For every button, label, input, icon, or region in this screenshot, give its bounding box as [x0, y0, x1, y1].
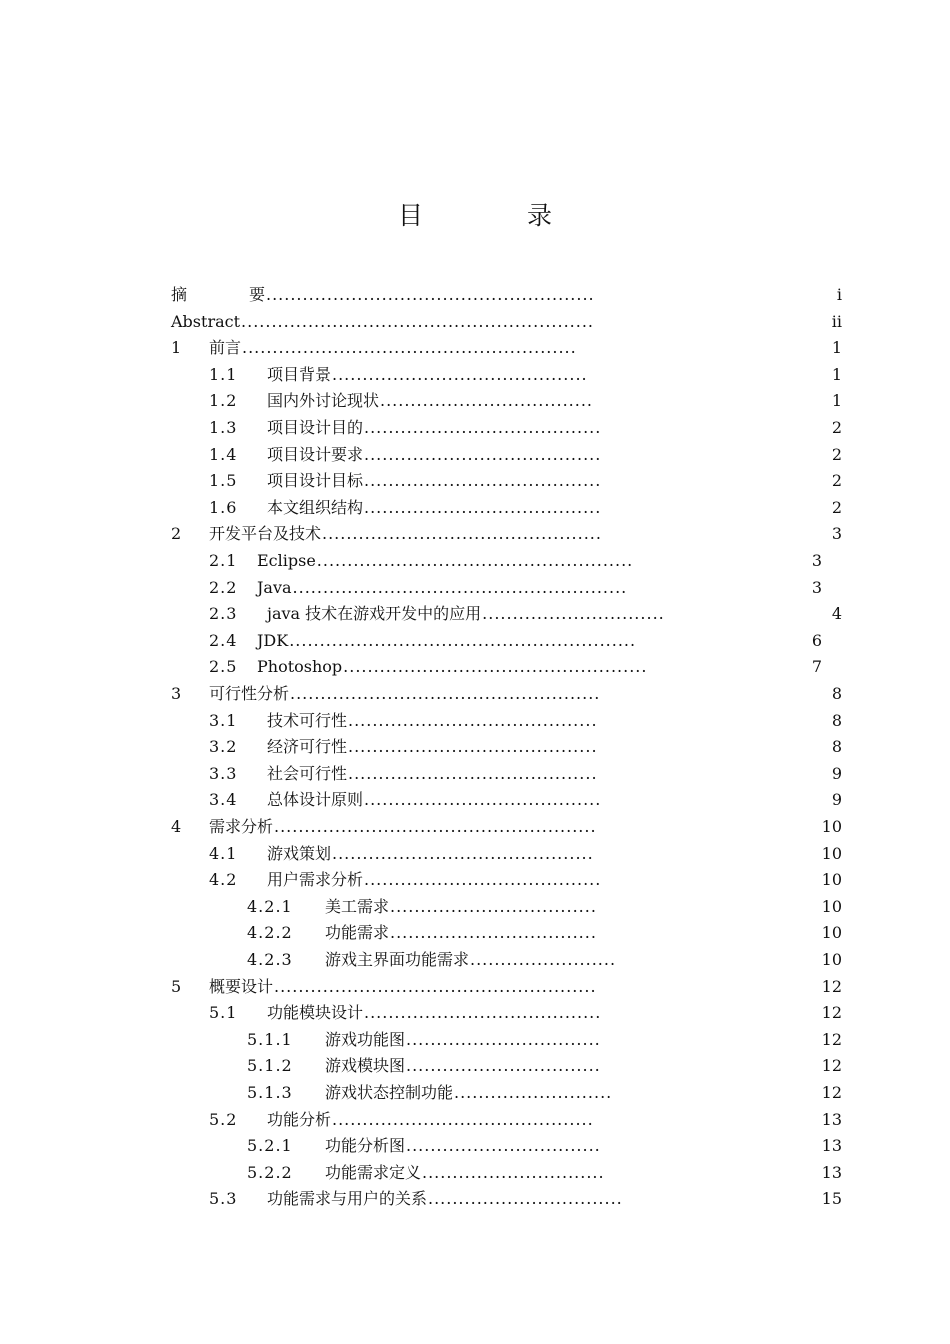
toc-entry-leader-dots: ......................................................	[266, 285, 595, 304]
toc-entry[interactable]	[0, 894, 950, 920]
toc-entry-leader-dots: ..............................	[482, 604, 665, 624]
page-title: 目 录	[398, 201, 600, 230]
toc-entry-number: 2.4	[209, 630, 238, 650]
toc-entry-title: 用户需求分析	[267, 870, 364, 890]
toc-entry[interactable]	[0, 708, 950, 734]
toc-entry-page-number: 10	[821, 817, 842, 836]
toc-entry-page-number: 6	[811, 630, 822, 650]
toc-entry-leader-dots: ..................................	[390, 896, 597, 916]
toc-entry-number: 5.2	[209, 1109, 238, 1129]
toc-entry-leader-dots: .......................................	[364, 790, 602, 810]
toc-entry[interactable]	[0, 1186, 950, 1212]
toc-entry-page-number: 10	[821, 870, 842, 890]
toc-entry-number: 4.2.1	[247, 896, 293, 916]
toc-entry-leader-dots: ..........................	[454, 1083, 613, 1102]
toc-entry[interactable]	[0, 734, 950, 760]
toc-entry[interactable]	[0, 548, 950, 574]
toc-entry-number: 5.1.1	[247, 1029, 293, 1049]
toc-entry-number: 4.1	[209, 843, 238, 863]
toc-entry[interactable]	[0, 1133, 950, 1159]
toc-entry-page-number: i	[836, 285, 842, 304]
toc-entry-number: 3.4	[209, 790, 238, 810]
toc-entry-leader-dots: ...................................	[380, 391, 594, 411]
toc-entry-page-number: 9	[831, 790, 842, 810]
toc-entry-page-number: 3	[811, 551, 822, 570]
toc-entry-page-number: 10	[821, 950, 842, 969]
toc-entry-page-number: 12	[821, 1083, 842, 1102]
toc-entry-number: 2.3	[209, 604, 238, 624]
toc-entry[interactable]	[0, 787, 950, 813]
toc-entry[interactable]	[0, 654, 950, 680]
toc-entry-leader-dots: ...................................................	[290, 684, 601, 703]
toc-entry-leader-dots: .......................................	[364, 870, 602, 890]
toc-entry-number: 摘	[171, 285, 188, 304]
toc-entry[interactable]	[0, 282, 950, 308]
toc-entry-number: 1.4	[209, 444, 238, 464]
toc-entry-title: Abstract	[171, 311, 241, 331]
toc-entry[interactable]	[0, 495, 950, 521]
toc-entry-leader-dots: ..................................................	[343, 657, 648, 677]
toc-entry-number: 2.5	[209, 657, 238, 677]
toc-entry[interactable]	[0, 601, 950, 627]
toc-entry[interactable]	[0, 1027, 950, 1053]
toc-entry-title: 功能需求	[325, 923, 390, 943]
toc-entry[interactable]	[0, 442, 950, 468]
toc-entry-title: 经济可行性	[267, 737, 348, 757]
toc-entry-page-number: 2	[831, 471, 842, 491]
toc-entry-leader-dots: ..............................................	[322, 524, 602, 544]
toc-entry-leader-dots: .........................................	[348, 710, 598, 730]
toc-entry-number: 5.2.2	[247, 1162, 293, 1182]
toc-entry-number: 1.5	[209, 471, 238, 491]
toc-entry-leader-dots: ..........................................	[332, 364, 588, 384]
toc-entry-title: 概要设计	[209, 976, 274, 996]
toc-entry-number: 2	[171, 524, 183, 544]
toc-entry[interactable]	[0, 575, 950, 601]
toc-entry-title: 游戏主界面功能需求	[325, 950, 470, 969]
toc-entry[interactable]	[0, 628, 950, 654]
toc-entry-title: 功能需求定义	[325, 1162, 422, 1182]
toc-entry[interactable]	[0, 362, 950, 388]
toc-entry[interactable]	[0, 814, 950, 840]
toc-entry-leader-dots: ....................................................	[316, 551, 634, 570]
toc-entry[interactable]	[0, 335, 950, 361]
toc-entry-title: Eclipse	[257, 551, 316, 570]
toc-entry-title: 要	[249, 285, 266, 304]
toc-entry-leader-dots: .......................................	[364, 418, 602, 437]
toc-entry-leader-dots: ...........................................	[332, 1109, 594, 1129]
toc-entry-page-number: 12	[821, 1029, 842, 1049]
toc-entry-leader-dots: .....................................................	[274, 817, 597, 836]
toc-entry-page-number: 10	[821, 896, 842, 916]
toc-entry-title: 功能需求与用户的关系	[267, 1189, 428, 1209]
toc-entry-page-number: 2	[831, 497, 842, 517]
toc-entry-title: 项目设计目的	[267, 418, 364, 437]
toc-entry-number: 5.1.3	[247, 1083, 293, 1102]
toc-entry-number: 3.2	[209, 737, 238, 757]
toc-entry-title: 可行性分析	[209, 684, 290, 703]
toc-entry-title: JDK	[257, 630, 289, 650]
toc-entry-number: 4.2.3	[247, 950, 293, 969]
toc-entry-title: 总体设计原则	[267, 790, 364, 810]
toc-entry-title: 项目背景	[267, 364, 332, 384]
toc-entry-page-number: 1	[831, 391, 842, 411]
toc-entry-title: 需求分析	[209, 817, 274, 836]
toc-entry-leader-dots: ..........................................................	[241, 311, 594, 331]
toc-entry-page-number: 13	[821, 1109, 842, 1129]
toc-entry-leader-dots: .......................................	[364, 471, 602, 491]
toc-entry-page-number: 2	[831, 418, 842, 437]
toc-entry-number: 4.2	[209, 870, 238, 890]
toc-entry-page-number: 12	[821, 1056, 842, 1076]
toc-entry-title: 项目设计要求	[267, 444, 364, 464]
toc-entry-page-number: 1	[831, 364, 842, 384]
toc-entry-number: 3	[171, 684, 183, 703]
toc-entry-number: 4	[171, 817, 183, 836]
toc-entry[interactable]	[0, 1053, 950, 1079]
toc-entry-page-number: 1	[831, 338, 842, 358]
toc-entry-number: 2.1	[209, 551, 238, 570]
toc-entry-leader-dots: ................................	[406, 1056, 601, 1076]
toc-entry[interactable]	[0, 867, 950, 893]
toc-entry-leader-dots: ..................................	[390, 923, 597, 943]
toc-entry[interactable]	[0, 841, 950, 867]
toc-entry-page-number: 3	[831, 524, 842, 544]
toc-entry-number: 3.3	[209, 763, 238, 783]
toc-entry-title: 项目设计目标	[267, 471, 364, 491]
toc-entry-leader-dots: ..............................	[422, 1162, 605, 1182]
toc-entry-page-number: 10	[821, 843, 842, 863]
toc-entry-number: 1	[171, 338, 183, 358]
toc-entry[interactable]	[0, 415, 950, 441]
toc-entry[interactable]	[0, 1107, 950, 1133]
toc-entry-number: 5.2.1	[247, 1136, 293, 1156]
toc-entry-page-number: 8	[831, 684, 842, 703]
toc-entry-leader-dots: .......................................	[364, 1003, 602, 1023]
toc-entry-leader-dots: .........................................................	[289, 630, 637, 650]
toc-entry-title: Java	[257, 577, 292, 597]
toc-entry-leader-dots: .......................................................	[292, 577, 628, 597]
toc-entry-page-number: 13	[821, 1136, 842, 1156]
toc-entry[interactable]	[0, 521, 950, 547]
toc-entry-leader-dots: .....................................................	[274, 976, 597, 996]
toc-entry-page-number: 8	[831, 737, 842, 757]
toc-entry-title: 技术可行性	[267, 710, 348, 730]
toc-entry-page-number: 10	[821, 923, 842, 943]
toc-entry-title: Photoshop	[257, 657, 343, 677]
toc-entry[interactable]	[0, 468, 950, 494]
toc-entry[interactable]	[0, 947, 950, 973]
toc-entry-number: 5.3	[209, 1189, 238, 1209]
toc-entry-leader-dots: ................................	[406, 1029, 601, 1049]
toc-entry-leader-dots: .........................................	[348, 763, 598, 783]
toc-entry-leader-dots: ...........................................	[332, 843, 594, 863]
toc-entry-title: 美工需求	[325, 896, 390, 916]
toc-entry-page-number: 12	[821, 976, 842, 996]
toc-entry-page-number: 9	[831, 763, 842, 783]
toc-entry[interactable]	[0, 1000, 950, 1026]
toc-entry[interactable]	[0, 681, 950, 707]
toc-entry-title: 功能模块设计	[267, 1003, 364, 1023]
toc-entry-number: 5	[171, 976, 183, 996]
toc-entry-title: 社会可行性	[267, 763, 348, 783]
toc-entry-number: 3.1	[209, 710, 238, 730]
toc-entry-title: 本文组织结构	[267, 497, 364, 517]
toc-entry-number: 2.2	[209, 577, 238, 597]
toc-entry[interactable]	[0, 388, 950, 414]
toc-entry-number: 1.1	[209, 364, 238, 384]
toc-entry-title: 功能分析图	[325, 1136, 406, 1156]
toc-entry-title: 国内外讨论现状	[267, 391, 380, 411]
toc-entry-number: 1.6	[209, 497, 238, 517]
toc-entry-page-number: 7	[811, 657, 822, 677]
toc-entry-page-number: 12	[821, 1003, 842, 1023]
toc-entry-page-number: 15	[821, 1189, 842, 1209]
toc-entry-leader-dots: .......................................	[364, 444, 602, 464]
toc-entry-page-number: ii	[831, 311, 842, 331]
toc-entry-number: 5.1.2	[247, 1056, 293, 1076]
toc-entry-leader-dots: .........................................	[348, 737, 598, 757]
toc-entry-title: java 技术在游戏开发中的应用	[267, 604, 482, 624]
toc-entry-leader-dots: ........................	[470, 950, 617, 969]
toc-entry-page-number: 3	[811, 577, 822, 597]
toc-entry-page-number: 2	[831, 444, 842, 464]
toc-entry-title: 游戏状态控制功能	[325, 1083, 454, 1102]
toc-entry-number: 1.3	[209, 418, 238, 437]
toc-entry[interactable]	[0, 1160, 950, 1186]
toc-entry-number: 5.1	[209, 1003, 238, 1023]
toc-entry-title: 游戏策划	[267, 843, 332, 863]
toc-entry-title: 开发平台及技术	[209, 524, 322, 544]
toc-entry-page-number: 8	[831, 710, 842, 730]
toc-entry-leader-dots: .......................................................	[242, 338, 577, 358]
toc-entry[interactable]	[0, 761, 950, 787]
toc-entry[interactable]	[0, 974, 950, 1000]
toc-entry[interactable]	[0, 309, 950, 335]
toc-entry-title: 功能分析	[267, 1109, 332, 1129]
toc-entry-title: 游戏功能图	[325, 1029, 406, 1049]
toc-entry[interactable]	[0, 920, 950, 946]
toc-entry-leader-dots: .......................................	[364, 497, 602, 517]
toc-entry-title: 游戏模块图	[325, 1056, 406, 1076]
toc-entry-page-number: 13	[821, 1162, 842, 1182]
toc-entry-leader-dots: ................................	[406, 1136, 601, 1156]
toc-entry-number: 1.2	[209, 391, 238, 411]
toc-entry[interactable]	[0, 1080, 950, 1106]
toc-entry-leader-dots: ................................	[428, 1189, 623, 1209]
toc-entry-page-number: 4	[831, 604, 842, 624]
toc-entry-title: 前言	[209, 338, 242, 358]
toc-entry-number: 4.2.2	[247, 923, 293, 943]
